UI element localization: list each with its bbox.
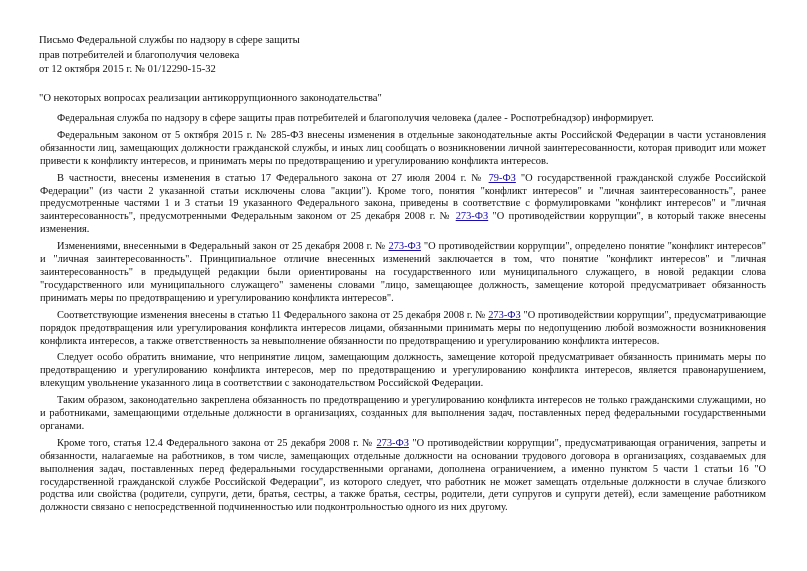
body-paragraph (40, 438, 766, 515)
body-paragraph (40, 113, 766, 126)
paragraph-text: "О противодействии коррупции", предусматривающая ограничения, запреты и обязанности, налагаемые на работников, в том числе, замещающих отдельные должности на основании трудового договора в организациях, создаваемых для выполнения задач, поставленных перед федеральными государственными органами, дополнена ограничением, а именно пунктом 5 части 1 статьи 16 "О государственной гражданской службе Российской Федерации", из которого следует, что работник не может замещать отдельные должности в случае близкого родства или свойства (родители, супруги, дети, братья, сестры, а также братья, сестры, родители, дети супругов и супруги детей), если замещение работником должности связано с непосредственной подчиненностью или подконтрольностью одного из них другому. (40, 437, 767, 514)
body-paragraph (40, 130, 766, 169)
paragraph-text: "О противодействии коррупции", в который также внесены изменения. (40, 211, 766, 236)
paragraph-text: Соответствующие изменения внесены в статью 11 Федерального закона от 25 декабря 2008 г. № (57, 309, 489, 321)
document-body (40, 113, 766, 515)
document-header (39, 34, 300, 78)
paragraph-text: Федеральная служба по надзору в сфере защиты прав потребителей и благополучия человека (далее - Роспотребнадзор) информирует. (57, 113, 654, 124)
paragraph-text: Изменениями, внесенными в Федеральный закон от 25 декабря 2008 г. № (57, 241, 389, 253)
law-reference-link[interactable]: 273-ФЗ (455, 211, 489, 223)
paragraph-text: Федеральным законом от 5 октября 2015 г. № 285-ФЗ внесены изменения в отдельные законодательные акты Российской Федерации в части установления обязанности лиц, замещающих должности гражданской службы, и иных лиц сообщать о возникновении личной заинтересованности, которая приводит или может привести к конфликту интересов, и принимать меры по предотвращению и урегулированию конфликта интересов. (40, 129, 766, 167)
header-line-2: прав потребителей и благополучия человека (39, 49, 240, 61)
body-paragraph (40, 241, 766, 306)
paragraph-text: "О государственной гражданской службе Российской Федерации" (из части 2 указанной статьи исключены слова "акции"). Кроме того, понятия "конфликт интересов" и "личная заинтересованность", ранее предусмотренные частями 1 и 3 статьи 19 указанного Федерального закона, приведены в соответствие с формулировками "конфликт интересов" и "личная заинтересованность", предусмотренными Федеральным законом от 25 декабря 2008 г. № (40, 172, 766, 223)
law-reference-link[interactable]: 273-ФЗ (388, 241, 421, 253)
paragraph-text: В частности, внесены изменения в статью 17 Федерального закона от 27 июля 2004 г. № (57, 172, 489, 184)
header-line-3: от 12 октября 2015 г. № 01/12290-15-32 (39, 64, 216, 76)
document-subject: "О некоторых вопросах реализации антикоррупционного законодательства" (39, 93, 382, 104)
paragraph-text: "О противодействии коррупции", предусматривающие порядок предотвращения или урегулирования конфликта интересов лицами, обязанными принимать меры по недопущению любой возможности возникновения конфликта интересов, а также ответственность за невыполнение обязанности по предотвращению и урегулированию конфликта интересов. (40, 309, 766, 347)
body-paragraph (40, 395, 766, 434)
paragraph-text: "О противодействии коррупции", определено понятие "конфликт интересов" и "личная заинтересованность". Принципиальное отличие внесенных изменений заключается в том, что понятие "конфликт интересов" и "личная заинтересованность" в предыдущей редакции были ориентированы на государственного или муниципального служащего, в новой редакции слова "государственного или муниципального служащего" заменены словами "лицо, замещающее должность, замещение которой предусматривает обязанность принимать меры по предотвращению и урегулированию конфликта интересов". (40, 241, 766, 304)
law-reference-link[interactable]: 273-ФЗ (488, 309, 521, 321)
body-paragraph (40, 173, 766, 238)
paragraph-text: Таким образом, законодательно закреплена обязанность по предотвращению и урегулированию конфликта интересов не только гражданскими служащими, но и работниками, замещающими отдельные должности в организациях, созданных для выполнения задач, поставленных перед федеральными государственными органами. (40, 395, 766, 432)
paragraph-text: Кроме того, статья 12.4 Федерального закона от 25 декабря 2008 г. № (57, 437, 377, 449)
body-paragraph (40, 310, 766, 349)
paragraph-text: Следует особо обратить внимание, что непринятие лицом, замещающим должность, замещение которой предусматривает обязанность принимать меры по предотвращению и урегулированию конфликта интересов, мер по предотвращению и урегулированию конфликта интересов, является правонарушением, влекущим увольнение указанного лица в соответствии с законодательством Российской Федерации. (40, 352, 766, 390)
law-reference-link[interactable]: 273-ФЗ (376, 437, 409, 449)
body-paragraph (40, 352, 766, 391)
header-line-1: Письмо Федеральной службы по надзору в сфере защиты (39, 35, 300, 46)
law-reference-link[interactable]: 79-ФЗ (488, 172, 516, 184)
